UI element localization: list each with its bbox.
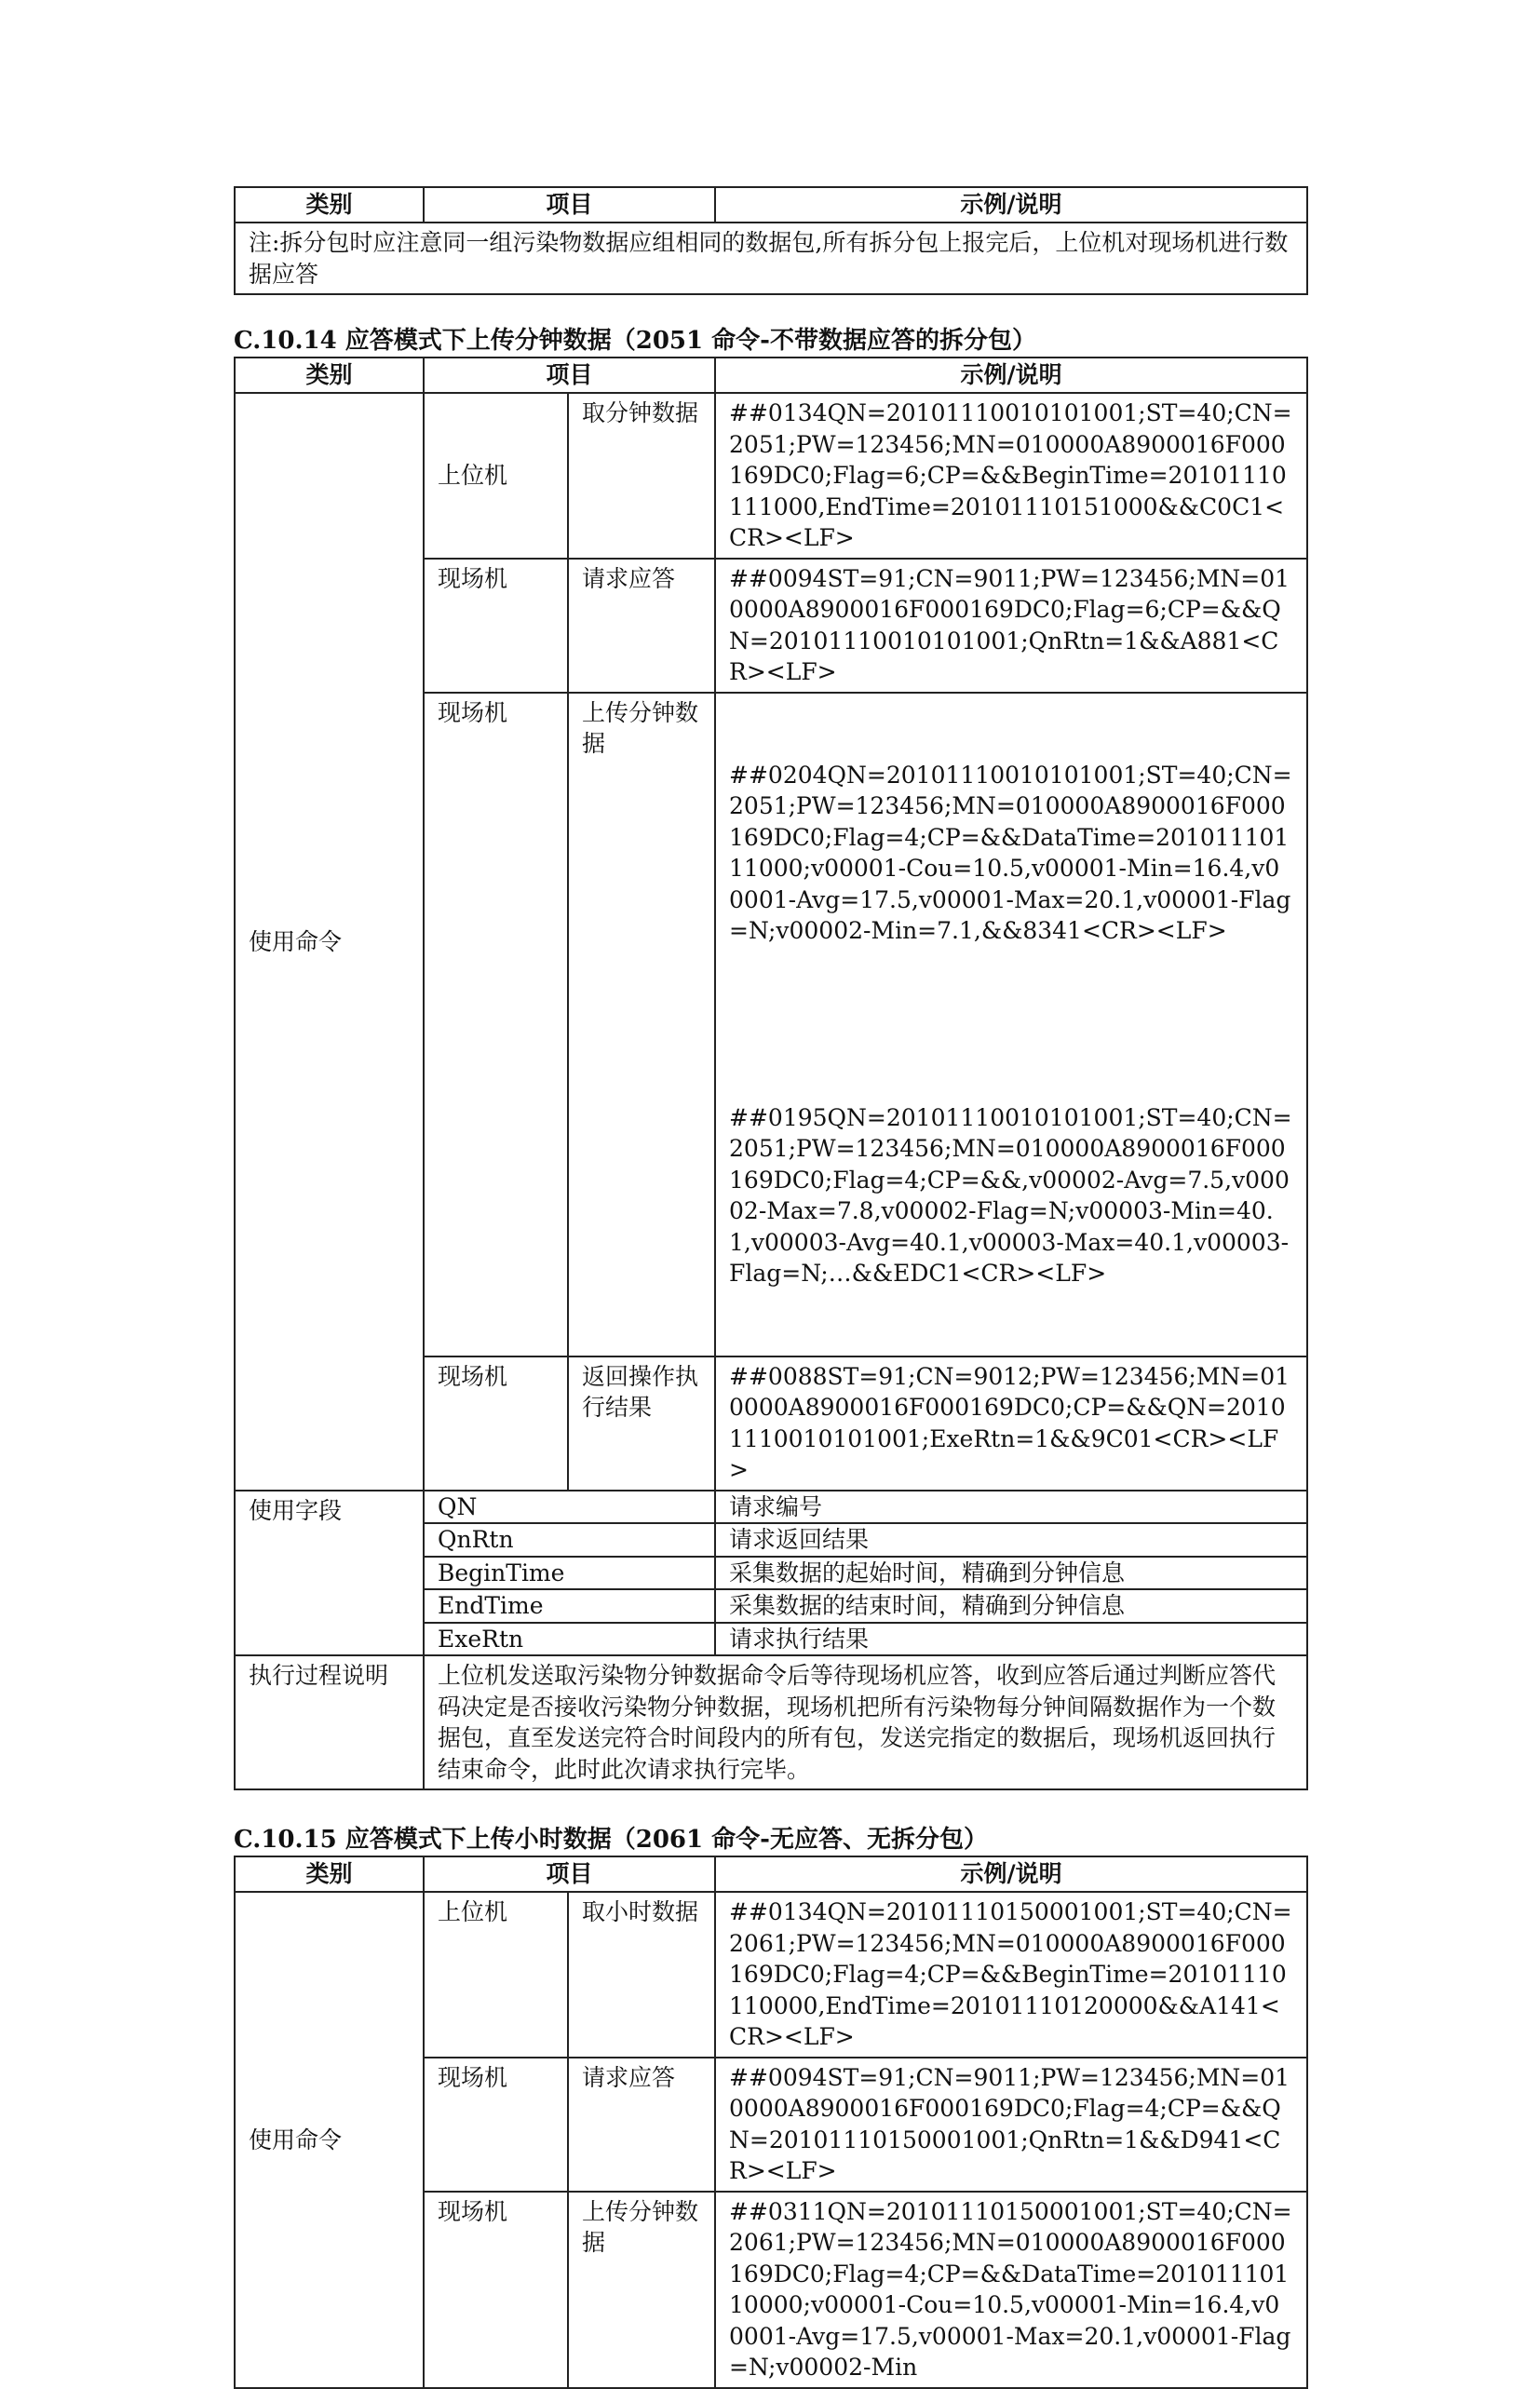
header-example: 示例/说明: [715, 187, 1307, 223]
header-item: 项目: [424, 187, 715, 223]
process-category-cell: 执行过程说明: [235, 1655, 424, 1789]
note-text: 注:拆分包时应注意同一组污染物数据应组相同的数据包,所有拆分包上报完后，上位机对现场机进行数据应答: [235, 223, 1307, 294]
party-cell: 现场机: [424, 559, 568, 693]
table-header-row: [235, 358, 1307, 393]
party-cell: 现场机: [424, 2192, 568, 2388]
header-item: 项目: [424, 358, 715, 393]
table-c1015: [234, 1856, 1308, 2389]
fields-category-cell: 使用字段: [235, 1491, 424, 1656]
example-cell: ##0088ST=91;CN=9012;PW=123456;MN=010000A8900016F000169DC0;CP=&&QN=20101110010101001;ExeRtn=1&&9C01<CR><LF>: [715, 1356, 1307, 1491]
party-cell: 上位机: [424, 393, 568, 559]
action-cell: 请求应答: [568, 559, 715, 693]
action-cell: 返回操作执行结果: [568, 1356, 715, 1491]
field-desc: 请求编号: [715, 1491, 1307, 1524]
note-table: [234, 186, 1308, 295]
field-name: ExeRtn: [424, 1623, 715, 1656]
field-desc: 请求执行结果: [715, 1623, 1307, 1656]
party-cell: 现场机: [424, 2058, 568, 2192]
field-name: QnRtn: [424, 1523, 715, 1557]
process-row: [235, 1655, 1307, 1789]
party-cell: 现场机: [424, 1356, 568, 1491]
party-cell: 上位机: [424, 1892, 568, 2058]
header-category: 类别: [235, 358, 424, 393]
header-category: 类别: [235, 1856, 424, 1892]
action-cell: 上传分钟数据: [568, 2192, 715, 2388]
document-page: [234, 186, 1306, 2389]
example-packet-2: ##0195QN=20101110010101001;ST=40;CN=2051;PW=123456;MN=010000A8900016F000169DC0;Flag=4;CP=&&,v00002-Avg=7.5,v00002-Max=7.8,v00002-Flag=N;v00003-Min=40.1,v00003-Avg=40.1,v00003-Max=40.1,v00003-Flag=N;…&&EDC1<CR><LF>: [729, 1103, 1292, 1287]
header-item: 项目: [424, 1856, 715, 1892]
table-header-row: [235, 1856, 1307, 1892]
note-row: [235, 223, 1307, 294]
field-name: QN: [424, 1491, 715, 1524]
table-row: [235, 1892, 1307, 2058]
action-cell: 取小时数据: [568, 1892, 715, 2058]
header-example: 示例/说明: [715, 1856, 1307, 1892]
example-cell: ##0134QN=20101110010101001;ST=40;CN=2051;PW=123456;MN=010000A8900016F000169DC0;Flag=6;CP=&&BeginTime=20101110111000,EndTime=20101110151000&&C0C1<CR><LF>: [715, 393, 1307, 559]
example-cell: ##0094ST=91;CN=9011;PW=123456;MN=010000A8900016F000169DC0;Flag=4;CP=&&QN=20101110150001001;QnRtn=1&&D941<CR><LF>: [715, 2058, 1307, 2192]
section-title-c1015: C.10.15 应答模式下上传小时数据（2061 命令-无应答、无拆分包）: [234, 1826, 988, 1854]
header-category: 类别: [235, 187, 424, 223]
field-desc: 采集数据的起始时间，精确到分钟信息: [715, 1557, 1307, 1590]
table-row: [235, 393, 1307, 559]
field-row: [235, 1491, 1307, 1524]
action-cell: 上传分钟数据: [568, 693, 715, 1356]
field-name: EndTime: [424, 1589, 715, 1623]
party-cell: 现场机: [424, 693, 568, 1356]
example-cell: ##0311QN=20101110150001001;ST=40;CN=2061;PW=123456;MN=010000A8900016F000169DC0;Flag=4;CP=&&DataTime=20101110110000;v00001-Cou=10.5,v00001-Min=16.4,v00001-Avg=17.5,v00001-Max=20.1,v00001-Flag=N;v00002-Min: [715, 2192, 1307, 2388]
example-cell: [715, 693, 1307, 1356]
table-header-row: [235, 187, 1307, 223]
field-desc: 采集数据的结束时间，精确到分钟信息: [715, 1589, 1307, 1623]
category-cell: 使用命令: [235, 1892, 424, 2388]
table-c1014: [234, 357, 1308, 1790]
process-text: 上位机发送取污染物分钟数据命令后等待现场机应答，收到应答后通过判断应答代码决定是否接收污染物分钟数据，现场机把所有污染物每分钟间隔数据作为一个数据包，直至发送完符合时间段内的所有包，发送完指定的数据后，现场机返回执行结束命令，此时此次请求执行完毕。: [424, 1655, 1307, 1789]
action-cell: 请求应答: [568, 2058, 715, 2192]
header-example: 示例/说明: [715, 358, 1307, 393]
action-cell: 取分钟数据: [568, 393, 715, 559]
category-cell: 使用命令: [235, 393, 424, 1491]
field-desc: 请求返回结果: [715, 1523, 1307, 1557]
example-packet-1: ##0204QN=20101110010101001;ST=40;CN=2051;PW=123456;MN=010000A8900016F000169DC0;Flag=4;CP=&&DataTime=20101110111000;v00001-Cou=10.5,v00001-Min=16.4,v00001-Avg=17.5,v00001-Max=20.1,v00001-Flag=N;v00002-Min=7.1,&&8341<CR><LF>: [729, 761, 1292, 944]
example-cell: ##0094ST=91;CN=9011;PW=123456;MN=010000A8900016F000169DC0;Flag=6;CP=&&QN=20101110010101001;QnRtn=1&&A881<CR><LF>: [715, 559, 1307, 693]
example-cell: ##0134QN=20101110150001001;ST=40;CN=2061;PW=123456;MN=010000A8900016F000169DC0;Flag=4;CP=&&BeginTime=20101110110000,EndTime=20101110120000&&A141<CR><LF>: [715, 1892, 1307, 2058]
field-name: BeginTime: [424, 1557, 715, 1590]
section-title-c1014: C.10.14 应答模式下上传分钟数据（2051 命令-不带数据应答的拆分包）: [234, 327, 1036, 355]
